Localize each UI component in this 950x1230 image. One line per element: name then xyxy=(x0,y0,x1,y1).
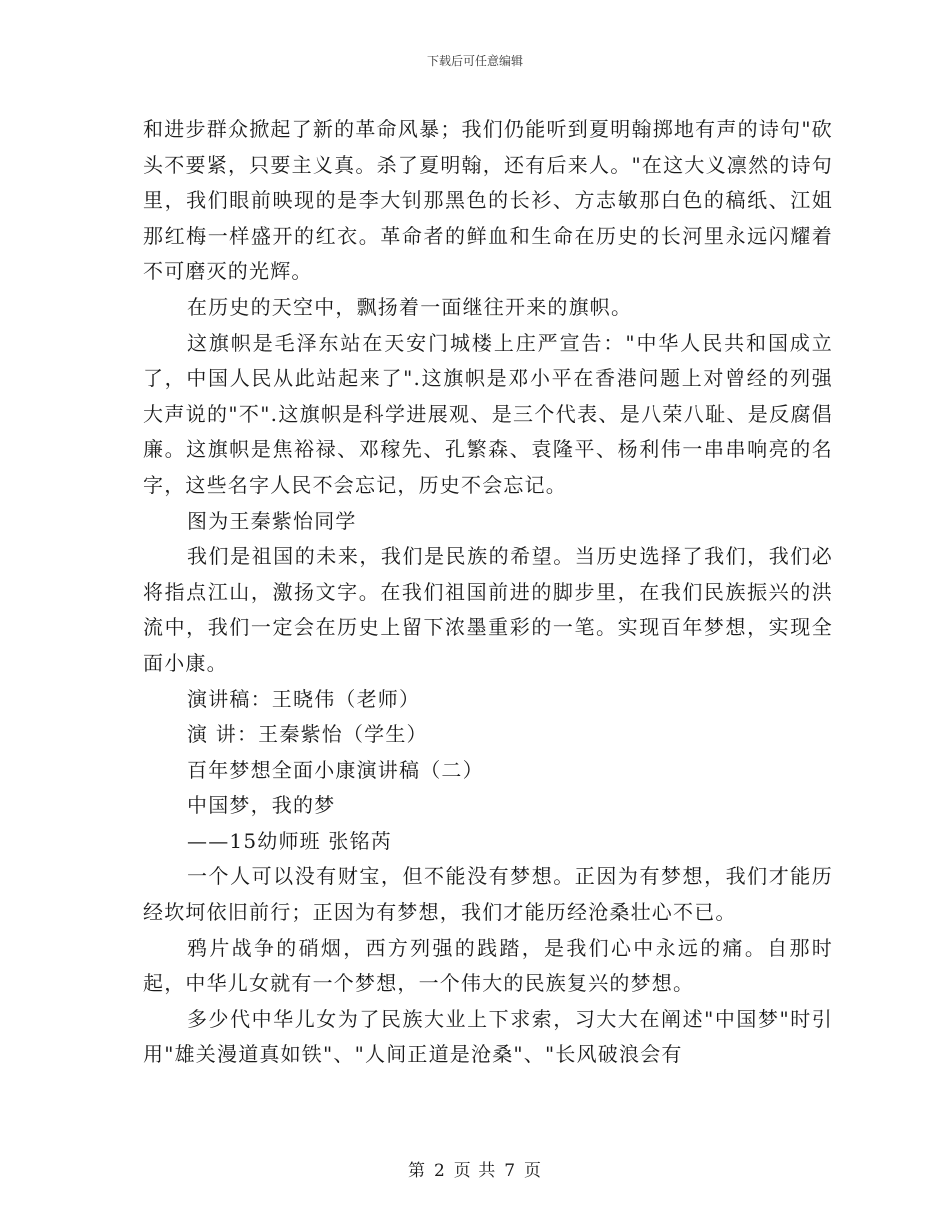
footer-middle: 页 共 xyxy=(453,1161,497,1181)
photo-caption: 图为王秦紫怡同学 xyxy=(187,508,357,533)
paragraph: 我们是祖国的未来，我们是民族的希望。当历史选择了我们，我们必将指点江山，激扬文字。在我们祖国前进的脚步里，在我们民族振兴的洪流中，我们一定会在历史上留下浓墨重彩的一笔。实现百年梦想，实现全面小康。 xyxy=(143,544,833,675)
total-pages: 7 xyxy=(504,1161,517,1181)
paragraph: 一个人可以没有财宝，但不能没有梦想。正因为有梦想，我们才能历经坎坷依旧前行；正因为有梦想，我们才能历经沧桑壮心不已。 xyxy=(143,864,833,925)
author-credit: 演讲稿：王晓伟（老师） xyxy=(187,686,421,711)
speech-title: 中国梦，我的梦 xyxy=(187,793,336,818)
footer-suffix: 页 xyxy=(524,1161,543,1181)
paragraph: 这旗帜是毛泽东站在天安门城楼上庄严宣告："中华人民共和国成立了，中国人民从此站起来了".这旗帜是邓小平在香港问题上对曾经的列强大声说的"不".这旗帜是科学进展观、是三个代表、是八荣八耻、是反腐倡廉。这旗帜是焦裕禄、邓稼先、孔繁森、袁隆平、杨利伟一串串响亮的名字，这些名字人民不会忘记，历史不会忘记。 xyxy=(143,330,833,497)
section-title: 百年梦想全面小康演讲稿（二） xyxy=(187,757,484,782)
page-footer xyxy=(0,1156,950,1181)
paragraph: 鸦片战争的硝烟，西方列强的践踏，是我们心中永远的痛。自那时起，中华儿女就有一个梦想，一个伟大的民族复兴的梦想。 xyxy=(143,935,833,996)
speech-author: ——15幼师班 张铭芮 xyxy=(187,828,393,853)
speaker-credit: 演 讲：王秦紫怡（学生） xyxy=(187,722,428,747)
paragraph: 多少代中华儿女为了民族大业上下求索，习大大在阐述"中国梦"时引用"雄关漫道真如铁"、"人间正道是沧桑"、"长风破浪会有 xyxy=(143,1006,833,1067)
page-header: 下载后可任意编辑 xyxy=(426,54,523,68)
paragraph: 和进步群众掀起了新的革命风暴；我们仍能听到夏明翰掷地有声的诗句"砍头不要紧，只要主义真。杀了夏明翰，还有后来人。"在这大义凛然的诗句里，我们眼前映现的是李大钊那黑色的长衫、方志敏那白色的稿纸、江姐那红梅一样盛开的红衣。革命者的鲜血和生命在历史的长河里永远闪耀着不可磨灭的光辉。 xyxy=(143,117,833,284)
paragraph: 在历史的天空中，飘扬着一面继往开来的旗帜。 xyxy=(187,294,633,319)
footer-prefix: 第 xyxy=(407,1161,426,1181)
document-body xyxy=(143,112,833,1073)
current-page-number: 2 xyxy=(433,1161,446,1181)
